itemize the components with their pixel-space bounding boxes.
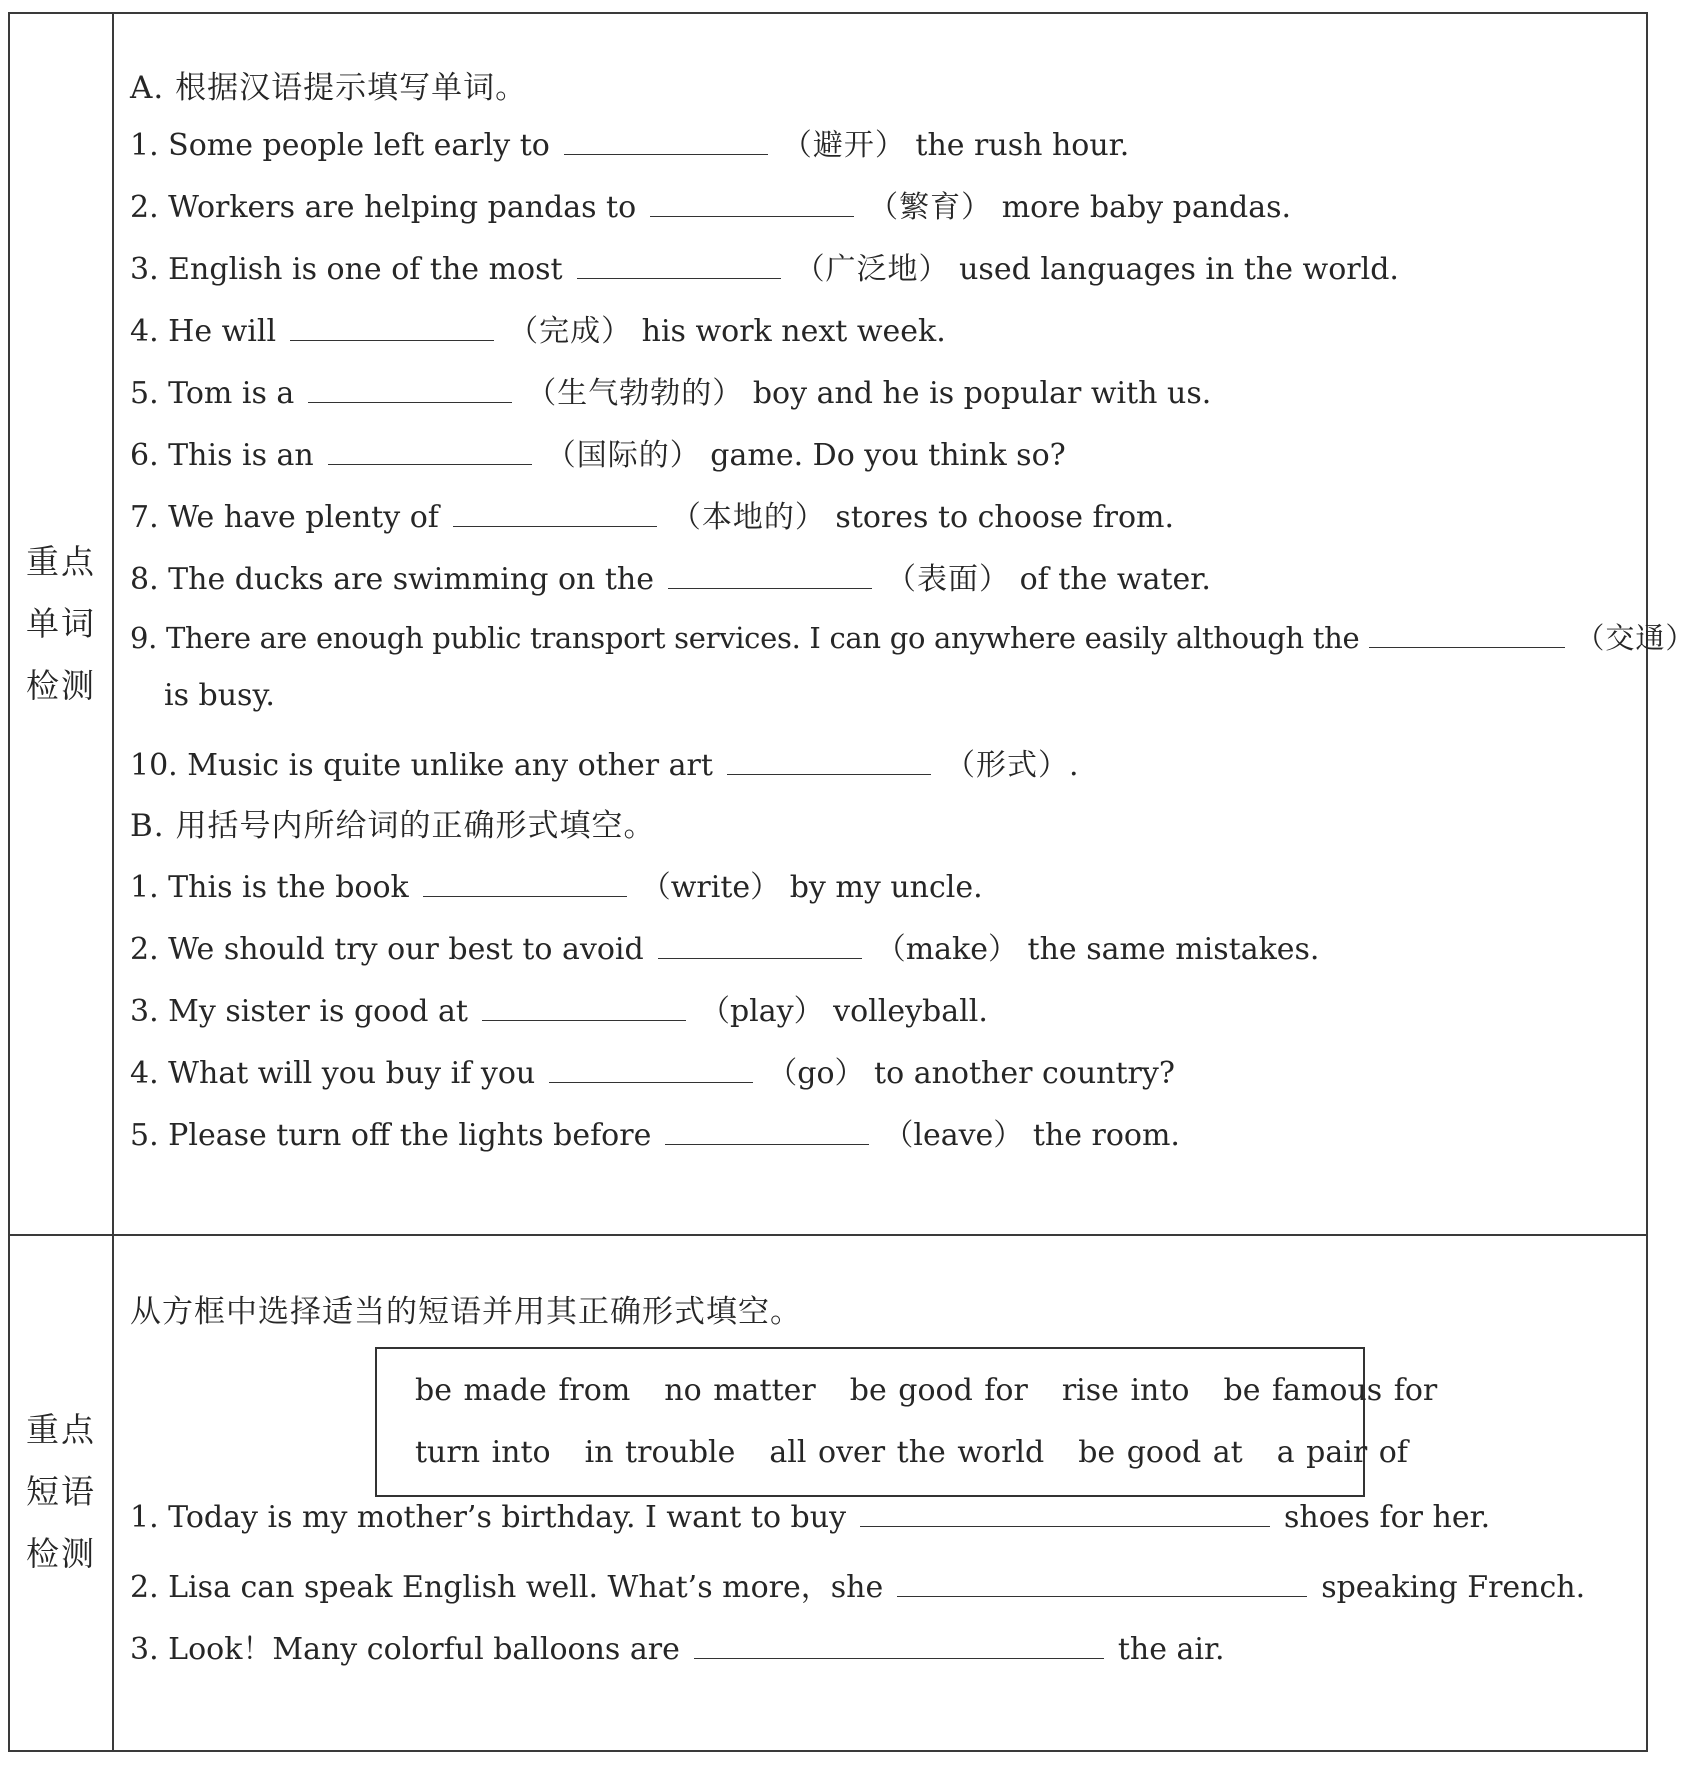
exercise-item: 1. Today is my mother’s birthday. I want to buy shoes for her. bbox=[130, 1500, 1491, 1535]
phrase-option: be famous for bbox=[1223, 1373, 1438, 1408]
phrase-option: a pair of bbox=[1276, 1435, 1408, 1470]
phrase-option: turn into bbox=[415, 1435, 551, 1470]
exercise-item: 1. This is the book （write） by my uncle. bbox=[130, 870, 983, 905]
answer-blank[interactable] bbox=[860, 1504, 1270, 1527]
phrase-option: rise into bbox=[1061, 1373, 1190, 1408]
phrase-option: in trouble bbox=[584, 1435, 736, 1470]
exercise-item: 4. He will （完成） his work next week. bbox=[130, 314, 946, 349]
answer-blank[interactable] bbox=[727, 752, 931, 775]
section-label-cell bbox=[10, 1234, 114, 1750]
answer-blank[interactable] bbox=[423, 874, 627, 897]
exercise-item: 9. There are enough public transport services. I can go anywhere easily although the （交通） bbox=[130, 621, 1695, 655]
part-b-title: B. 用括号内所给词的正确形式填空。 bbox=[130, 808, 656, 844]
phrase-option: no matter bbox=[664, 1373, 816, 1408]
answer-blank[interactable] bbox=[665, 1122, 869, 1145]
exercise-item: 8. The ducks are swimming on the （表面） of the water. bbox=[130, 562, 1211, 597]
exercise-item: 5. Tom is a （生气勃勃的） boy and he is popular with us. bbox=[130, 376, 1212, 411]
answer-blank[interactable] bbox=[650, 194, 854, 217]
exercise-item: 4. What will you buy if you （go） to another country? bbox=[130, 1056, 1175, 1091]
answer-blank[interactable] bbox=[328, 442, 532, 465]
exercise-item: 1. Some people left early to （避开） the rush hour. bbox=[130, 128, 1130, 163]
answer-blank[interactable] bbox=[668, 566, 872, 589]
section-label: 重点 短语 检测 bbox=[26, 1410, 96, 1573]
phrase-row bbox=[415, 1373, 1437, 1408]
answer-blank[interactable] bbox=[577, 256, 781, 279]
answer-blank[interactable] bbox=[1369, 625, 1565, 648]
exercise-item: 3. English is one of the most （广泛地） used languages in the world. bbox=[130, 252, 1399, 287]
answer-blank[interactable] bbox=[308, 380, 512, 403]
part-a-title: A. 根据汉语提示填写单词。 bbox=[130, 70, 528, 106]
exercise-item: 2. We should try our best to avoid （make） the same mistakes. bbox=[130, 932, 1320, 967]
exercise-item: 2. Lisa can speak English well. What’s more，she speaking French. bbox=[130, 1570, 1586, 1605]
section-word-check bbox=[10, 14, 1695, 1236]
answer-blank[interactable] bbox=[694, 1636, 1104, 1659]
exercise-item-continuation: is busy. bbox=[164, 678, 275, 713]
section-label: 重点 单词 检测 bbox=[26, 542, 96, 705]
exercise-item: 5. Please turn off the lights before （leave） the room. bbox=[130, 1118, 1180, 1153]
phrase-option: all over the world bbox=[769, 1435, 1045, 1470]
exercise-item: 3. My sister is good at （play） volleyball. bbox=[130, 994, 988, 1029]
exercise-item: 10. Music is quite unlike any other art （形式）. bbox=[130, 748, 1080, 783]
exercise-item: 3. Look！Many colorful balloons are the air. bbox=[130, 1632, 1225, 1667]
exercise-item: 6. This is an （国际的） game. Do you think so? bbox=[130, 438, 1066, 473]
exercise-item: 7. We have plenty of （本地的） stores to choose from. bbox=[130, 500, 1175, 535]
answer-blank[interactable] bbox=[453, 504, 657, 527]
answer-blank[interactable] bbox=[658, 936, 862, 959]
answer-blank[interactable] bbox=[897, 1574, 1307, 1597]
answer-blank[interactable] bbox=[549, 1060, 753, 1083]
answer-blank[interactable] bbox=[482, 998, 686, 1021]
phrase-box bbox=[375, 1347, 1438, 1497]
phrase-option: be made from bbox=[415, 1373, 631, 1408]
exercise-item: 2. Workers are helping pandas to （繁育） more baby pandas. bbox=[130, 190, 1292, 225]
answer-blank[interactable] bbox=[290, 318, 494, 341]
phrase-option: be good for bbox=[849, 1373, 1028, 1408]
answer-blank[interactable] bbox=[564, 132, 768, 155]
phrase-option: be good at bbox=[1078, 1435, 1243, 1470]
phrase-section-title: 从方框中选择适当的短语并用其正确形式填空。 bbox=[130, 1294, 802, 1330]
section-label-cell bbox=[10, 14, 114, 1234]
phrase-row bbox=[415, 1435, 1408, 1470]
